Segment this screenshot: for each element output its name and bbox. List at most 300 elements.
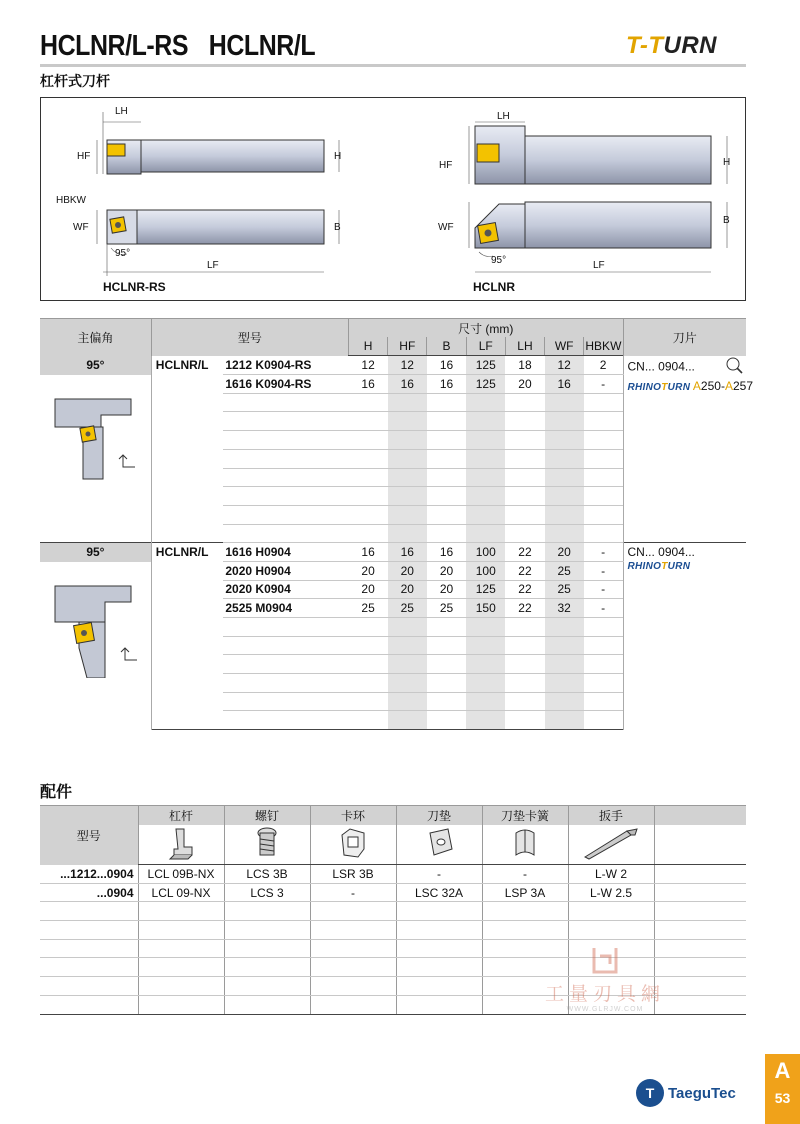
cell-blank xyxy=(584,412,623,431)
group-2-series: HCLNR/L xyxy=(151,543,223,562)
cell-blank xyxy=(138,921,224,940)
page-subtitle: 杠杆式刀杆 xyxy=(40,73,110,89)
cell-blank xyxy=(505,692,544,711)
cell-blank xyxy=(545,487,584,506)
model-header: 型号 xyxy=(151,319,348,356)
model-blank xyxy=(223,505,348,524)
cell-blank xyxy=(584,692,623,711)
cell-blank xyxy=(427,618,466,637)
accessories-title: 配件 xyxy=(40,784,73,801)
col-lf: LF xyxy=(466,337,505,356)
title-series-rs: HCLNR/L-RS xyxy=(40,30,189,62)
cell-blank xyxy=(427,412,466,431)
cell-blank xyxy=(388,674,427,693)
series-blank xyxy=(151,468,223,487)
series-blank xyxy=(151,505,223,524)
value-lf: 100 xyxy=(466,561,505,580)
acc-model-header: 型号 xyxy=(40,806,138,865)
right-h-label: H xyxy=(723,157,731,168)
cell-blank xyxy=(545,468,584,487)
series-blank xyxy=(151,487,223,506)
cell-blank xyxy=(310,902,396,921)
pageref-a2: A xyxy=(724,378,733,393)
cell-blank xyxy=(427,431,466,450)
col-hbkw: HBKW xyxy=(584,337,623,356)
acc-col-blank xyxy=(654,806,746,825)
cell-blank xyxy=(388,618,427,637)
group-1-insert-ref xyxy=(627,378,753,393)
left-hf-label: HF xyxy=(77,151,91,162)
cell-blank xyxy=(427,655,466,674)
angle-header: 主偏角 xyxy=(40,319,151,356)
acc-col-lever: 杠杆 xyxy=(138,806,224,825)
cell-blank xyxy=(505,412,544,431)
series-blank xyxy=(151,711,223,730)
cell-blank xyxy=(310,958,396,977)
group-1-diagram xyxy=(45,381,145,491)
value-h: 20 xyxy=(348,580,387,599)
cell-blank xyxy=(545,412,584,431)
acc-wrench-cell: L-W 2.5 xyxy=(568,883,654,902)
model-blank xyxy=(223,636,348,655)
cell-blank xyxy=(396,995,482,1014)
table-row xyxy=(40,883,746,902)
cell-blank xyxy=(388,636,427,655)
cell-blank xyxy=(40,977,138,996)
col-hf: HF xyxy=(388,337,427,356)
group-1 xyxy=(40,356,753,543)
right-top-view xyxy=(469,122,727,184)
cell-blank xyxy=(584,393,623,412)
value-lh: 22 xyxy=(505,561,544,580)
model-blank xyxy=(223,674,348,693)
acc-col-shim: 刀垫 xyxy=(396,806,482,825)
right-b-label: B xyxy=(723,215,730,226)
cell-blank xyxy=(584,618,623,637)
cell-blank xyxy=(466,636,505,655)
logo-rest: URN xyxy=(663,32,718,59)
cell-blank xyxy=(40,902,138,921)
left-hbkw-label: HBKW xyxy=(56,195,86,206)
series-blank xyxy=(151,375,223,394)
cell-blank xyxy=(138,939,224,958)
cell-blank xyxy=(348,468,387,487)
cell-blank xyxy=(388,692,427,711)
cell-blank xyxy=(310,977,396,996)
acc-col-wrench: 扳手 xyxy=(568,806,654,825)
left-caption: HCLNR-RS xyxy=(103,280,166,294)
cell-blank xyxy=(545,449,584,468)
cell-blank xyxy=(654,902,746,921)
cell-blank xyxy=(310,921,396,940)
model-blank xyxy=(223,487,348,506)
acc-clip-cell: - xyxy=(310,883,396,902)
pageref-n2: 257 xyxy=(732,378,753,393)
acc-shim-cell: - xyxy=(396,865,482,884)
cell-blank xyxy=(545,618,584,637)
cell-blank xyxy=(396,977,482,996)
group-2-diagram xyxy=(45,568,145,678)
cell-blank xyxy=(396,958,482,977)
right-caption: HCLNR xyxy=(473,280,515,294)
acc-model-cell: ...0904 xyxy=(40,883,138,902)
rhino-urn: URN xyxy=(667,561,691,573)
acc-lever-cell: LCL 09-NX xyxy=(138,883,224,902)
cell-blank xyxy=(505,393,544,412)
model-blank xyxy=(223,618,348,637)
spec-table xyxy=(40,318,753,730)
cell-blank xyxy=(482,921,568,940)
cell-blank xyxy=(584,449,623,468)
cell-blank xyxy=(427,524,466,543)
cell-blank xyxy=(348,505,387,524)
cell-blank xyxy=(224,902,310,921)
cell-blank xyxy=(396,939,482,958)
value-lh: 20 xyxy=(505,375,544,394)
t-turn-logo xyxy=(626,32,717,60)
cell-blank xyxy=(568,921,654,940)
cell-blank xyxy=(388,711,427,730)
model-blank xyxy=(223,692,348,711)
cell-blank xyxy=(224,958,310,977)
group-1-angle-cell xyxy=(40,356,151,543)
model-cell: 1616 K0904-RS xyxy=(223,375,348,394)
col-wf: WF xyxy=(545,337,584,356)
pageref-n1: 250- xyxy=(700,378,725,393)
rhino-t: T xyxy=(661,561,668,573)
value-wf: 25 xyxy=(545,580,584,599)
series-blank xyxy=(151,412,223,431)
cell-blank xyxy=(466,449,505,468)
cell-blank xyxy=(427,674,466,693)
cell-blank xyxy=(466,487,505,506)
dims-header: 尺寸 (mm) xyxy=(348,319,623,338)
cell-blank xyxy=(388,505,427,524)
acc-screw-cell: LCS 3B xyxy=(224,865,310,884)
cell-blank xyxy=(584,505,623,524)
cell-blank xyxy=(505,468,544,487)
series-blank xyxy=(151,449,223,468)
model-cell: 2020 H0904 xyxy=(223,561,348,580)
model-blank xyxy=(223,524,348,543)
value-b: 16 xyxy=(427,375,466,394)
series-blank xyxy=(151,674,223,693)
model-cell: 1212 K0904-RS xyxy=(223,356,348,375)
pageref-a1: A xyxy=(692,378,701,393)
group-1-series: HCLNR/L xyxy=(155,358,209,373)
cell-blank xyxy=(348,692,387,711)
rhino-turn-logo xyxy=(628,561,747,572)
value-hf: 12 xyxy=(388,356,427,375)
cell-blank xyxy=(505,449,544,468)
cell-blank xyxy=(138,902,224,921)
right-lh-label: LH xyxy=(497,111,510,122)
value-h: 16 xyxy=(348,375,387,394)
cell-blank xyxy=(505,674,544,693)
series-blank xyxy=(151,524,223,543)
cell-blank xyxy=(138,977,224,996)
clip-icon xyxy=(310,825,396,865)
cell-blank xyxy=(388,393,427,412)
cell-blank xyxy=(482,902,568,921)
value-lh: 22 xyxy=(505,580,544,599)
acc-blank-cell xyxy=(654,883,746,902)
cell-blank xyxy=(545,655,584,674)
cell-blank xyxy=(348,655,387,674)
acc-col-clip: 卡环 xyxy=(310,806,396,825)
cell-blank xyxy=(584,655,623,674)
shim-pin-icon xyxy=(482,825,568,865)
empty-row xyxy=(40,921,746,940)
value-hf: 20 xyxy=(388,580,427,599)
col-b: B xyxy=(427,337,466,356)
value-hbkw: - xyxy=(584,580,623,599)
watermark-logo xyxy=(590,946,620,974)
page-reference[interactable] xyxy=(693,379,753,393)
tool-drawings-svg xyxy=(41,98,747,302)
taegutec-mark-icon: T xyxy=(636,1079,664,1107)
value-b: 25 xyxy=(427,599,466,618)
table-row xyxy=(40,356,746,375)
cell-blank xyxy=(545,393,584,412)
cell-blank xyxy=(348,524,387,543)
value-wf: 20 xyxy=(545,543,584,562)
acc-icon-blank xyxy=(654,825,746,865)
rhino-word: RHINO xyxy=(627,381,662,393)
value-h: 16 xyxy=(348,543,387,562)
value-h: 20 xyxy=(348,561,387,580)
value-lh: 18 xyxy=(505,356,544,375)
cell-blank xyxy=(584,431,623,450)
cell-blank xyxy=(505,711,544,730)
series-blank xyxy=(151,599,223,618)
cell-blank xyxy=(545,505,584,524)
cell-blank xyxy=(466,505,505,524)
cell-blank xyxy=(348,711,387,730)
cell-blank xyxy=(427,468,466,487)
acc-blank-cell xyxy=(654,865,746,884)
cell-blank xyxy=(348,636,387,655)
cell-blank xyxy=(348,449,387,468)
model-cell: 2525 M0904 xyxy=(223,599,348,618)
left-lh-label: LH xyxy=(115,106,128,117)
magnifier-icon xyxy=(724,356,744,379)
value-hbkw: - xyxy=(584,599,623,618)
cell-blank xyxy=(505,487,544,506)
cell-blank xyxy=(388,524,427,543)
screw-icon xyxy=(224,825,310,865)
value-b: 20 xyxy=(427,561,466,580)
acc-col-shim-pin: 刀垫卡簧 xyxy=(482,806,568,825)
value-hf: 16 xyxy=(388,375,427,394)
group-2-angle-cell xyxy=(40,543,151,730)
watermark-url: WWW.GLRJW.COM xyxy=(566,1006,644,1013)
model-blank xyxy=(223,412,348,431)
page-title xyxy=(40,30,315,63)
value-wf: 16 xyxy=(545,375,584,394)
insert-header: 刀片 xyxy=(623,319,746,356)
cell-blank xyxy=(466,711,505,730)
cell-blank xyxy=(224,995,310,1014)
cell-blank xyxy=(505,636,544,655)
cell-blank xyxy=(427,505,466,524)
acc-screw-cell: LCS 3 xyxy=(224,883,310,902)
value-lh: 22 xyxy=(505,599,544,618)
left-lf-label: LF xyxy=(207,260,219,271)
value-lf: 125 xyxy=(466,580,505,599)
insert-code: CN... 0904... xyxy=(627,359,695,374)
model-blank xyxy=(223,655,348,674)
acc-col-screw: 螺钉 xyxy=(224,806,310,825)
cell-blank xyxy=(40,995,138,1014)
cell-blank xyxy=(396,902,482,921)
left-b-label: B xyxy=(334,222,341,233)
col-lh: LH xyxy=(505,337,544,356)
cell-blank xyxy=(40,958,138,977)
lever-icon xyxy=(138,825,224,865)
cell-blank xyxy=(388,449,427,468)
cell-blank xyxy=(310,939,396,958)
value-hf: 25 xyxy=(388,599,427,618)
value-b: 16 xyxy=(427,356,466,375)
right-angle-label: 95° xyxy=(491,255,507,266)
model-cell: 1616 H0904 xyxy=(223,543,348,562)
model-blank xyxy=(223,468,348,487)
cell-blank xyxy=(584,468,623,487)
cell-blank xyxy=(584,524,623,543)
cell-blank xyxy=(138,995,224,1014)
watermark-text: 工量刃具網 xyxy=(544,983,665,1005)
left-wf-label: WF xyxy=(73,222,89,233)
value-hbkw: - xyxy=(584,543,623,562)
cell-blank xyxy=(654,921,746,940)
cell-blank xyxy=(40,921,138,940)
series-blank xyxy=(151,618,223,637)
shim-icon xyxy=(396,825,482,865)
title-series: HCLNR/L xyxy=(208,30,316,62)
cell-blank xyxy=(310,995,396,1014)
logo-t: T xyxy=(626,32,640,59)
insert-code: CN... 0904... xyxy=(627,545,695,560)
cell-blank xyxy=(584,636,623,655)
cell-blank xyxy=(505,505,544,524)
value-hbkw: - xyxy=(584,375,623,394)
left-angle-label: 95° xyxy=(115,248,131,259)
acc-model-cell: ...1212...0904 xyxy=(40,865,138,884)
value-h: 25 xyxy=(348,599,387,618)
series-blank xyxy=(151,692,223,711)
cell-blank xyxy=(396,921,482,940)
section-tab xyxy=(765,1054,800,1124)
value-hf: 20 xyxy=(388,561,427,580)
model-blank xyxy=(223,431,348,450)
col-h: H xyxy=(348,337,387,356)
cell-blank xyxy=(466,431,505,450)
rhino-urn: URN xyxy=(667,381,691,393)
cell-blank xyxy=(466,618,505,637)
cell-blank xyxy=(584,674,623,693)
cell-blank xyxy=(348,412,387,431)
logo-t2: T xyxy=(648,32,664,59)
right-lf-label: LF xyxy=(593,260,605,271)
cell-blank xyxy=(545,636,584,655)
cell-blank xyxy=(466,412,505,431)
cell-blank xyxy=(466,674,505,693)
value-lf: 150 xyxy=(466,599,505,618)
cell-blank xyxy=(505,655,544,674)
right-hf-label: HF xyxy=(439,160,453,171)
cell-blank xyxy=(348,674,387,693)
group-2 xyxy=(40,543,746,730)
wrench-icon xyxy=(568,825,654,865)
value-hbkw: 2 xyxy=(584,356,623,375)
cell-blank xyxy=(545,524,584,543)
cell-blank xyxy=(545,431,584,450)
cell-blank xyxy=(388,468,427,487)
cell-blank xyxy=(545,692,584,711)
cell-blank xyxy=(466,393,505,412)
model-blank xyxy=(223,449,348,468)
value-wf: 12 xyxy=(545,356,584,375)
value-lf: 125 xyxy=(466,356,505,375)
taegutec-name: TaeguTec xyxy=(668,1084,736,1102)
cell-blank xyxy=(40,939,138,958)
series-blank xyxy=(151,636,223,655)
value-lf: 125 xyxy=(466,375,505,394)
cell-blank xyxy=(427,692,466,711)
cell-blank xyxy=(427,393,466,412)
cell-blank xyxy=(348,431,387,450)
cell-blank xyxy=(466,468,505,487)
model-blank xyxy=(223,393,348,412)
group-1-insert-cell xyxy=(623,356,753,543)
value-lf: 100 xyxy=(466,543,505,562)
group-1-angle: 95° xyxy=(40,356,151,375)
taegutec-logo xyxy=(636,1076,736,1110)
empty-row xyxy=(40,902,746,921)
value-b: 20 xyxy=(427,580,466,599)
cell-blank xyxy=(427,711,466,730)
cell-blank xyxy=(466,524,505,543)
rhino-turn-logo xyxy=(628,382,691,393)
tool-drawings xyxy=(40,97,746,301)
acc-shim-cell: LSC 32A xyxy=(396,883,482,902)
value-wf: 32 xyxy=(545,599,584,618)
value-hf: 16 xyxy=(388,543,427,562)
cell-blank xyxy=(545,711,584,730)
model-blank xyxy=(223,711,348,730)
series-blank xyxy=(151,580,223,599)
page-number: 53 xyxy=(774,1090,791,1106)
value-lh: 22 xyxy=(505,543,544,562)
cell-blank xyxy=(348,487,387,506)
cell-blank xyxy=(466,655,505,674)
left-top-view xyxy=(97,112,342,174)
value-hbkw: - xyxy=(584,561,623,580)
title-rule xyxy=(40,64,746,67)
cell-blank xyxy=(466,692,505,711)
cell-blank xyxy=(427,449,466,468)
cell-blank xyxy=(505,524,544,543)
cell-blank xyxy=(427,487,466,506)
cell-blank xyxy=(388,412,427,431)
rhino-t: T xyxy=(661,381,668,393)
logo-dash: - xyxy=(639,32,649,59)
group-2-insert-cell xyxy=(623,543,746,730)
value-b: 16 xyxy=(427,543,466,562)
cell-blank xyxy=(568,902,654,921)
cell-blank xyxy=(348,618,387,637)
